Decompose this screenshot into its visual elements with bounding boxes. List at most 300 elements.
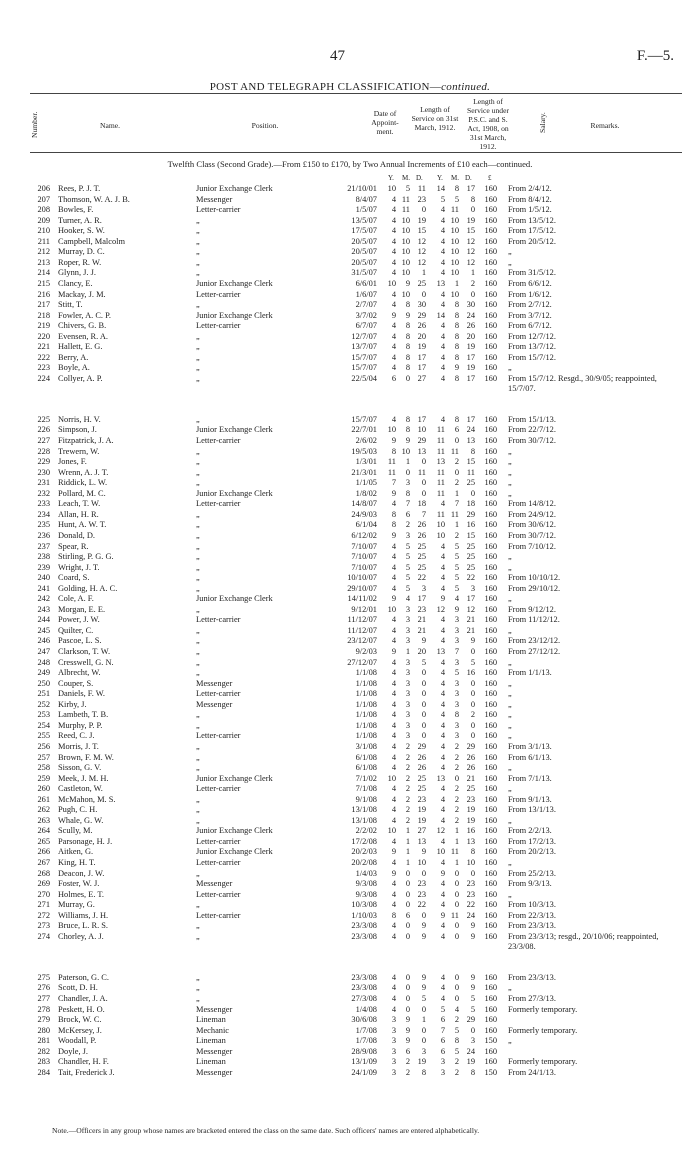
- row-length-years: 4: [391, 931, 396, 941]
- row-position: „: [196, 562, 200, 572]
- row-length-years: 3: [391, 1025, 396, 1035]
- row-length-days: 7: [421, 509, 426, 519]
- row-length-days: 12: [417, 236, 426, 246]
- row-remarks: From 23/3/13.: [508, 921, 556, 931]
- row-psc-years: 4: [440, 268, 445, 278]
- row-date: 14/8/07: [351, 499, 377, 509]
- row-length-days: 11: [417, 184, 426, 193]
- row-psc-days: 25: [466, 562, 475, 572]
- row-number: 218: [37, 310, 50, 320]
- row-date: 2/2/02: [355, 826, 377, 836]
- row-remarks: From 23/3/13.: [508, 972, 556, 982]
- row-length-months: 0: [405, 889, 410, 899]
- row-remarks: „: [508, 488, 512, 498]
- row-psc-years: 4: [440, 226, 445, 236]
- row-name: Rees, P. J. T.: [58, 184, 101, 193]
- row-psc-days: 18: [466, 499, 475, 509]
- table-row: [0, 311, 700, 322]
- row-length-days: 17: [417, 414, 426, 424]
- row-length-years: 4: [391, 720, 396, 730]
- row-length-years: 4: [391, 226, 396, 236]
- row-length-months: 8: [405, 414, 410, 424]
- row-position: „: [196, 900, 200, 910]
- row-date: 20/2/08: [351, 858, 377, 867]
- row-number: 250: [37, 678, 50, 688]
- table-row: [0, 1036, 700, 1047]
- row-name: Kirby, J.: [58, 699, 87, 709]
- row-psc-days: 17: [466, 184, 475, 193]
- row-salary: 150: [484, 1067, 497, 1077]
- table-row: [0, 332, 700, 343]
- row-number: 241: [37, 583, 50, 593]
- row-length-months: 3: [405, 604, 410, 614]
- row-salary: 160: [484, 520, 497, 530]
- row-date: 7/10/07: [351, 552, 377, 562]
- row-psc-years: 4: [440, 983, 445, 993]
- row-date: 23/3/08: [351, 921, 377, 931]
- row-psc-years: 13: [436, 647, 445, 656]
- row-number: 282: [37, 1046, 50, 1056]
- row-number: 226: [37, 425, 50, 435]
- row-position: „: [196, 993, 200, 1003]
- row-remarks: „: [508, 625, 512, 635]
- row-position: Letter-carrier: [196, 499, 241, 509]
- row-psc-months: 2: [454, 794, 459, 804]
- row-name: Foster, W. J.: [58, 879, 100, 889]
- row-number: 253: [37, 710, 50, 720]
- row-psc-days: 11: [466, 467, 475, 477]
- row-length-days: 23: [417, 194, 426, 204]
- row-psc-days: 8: [470, 847, 475, 857]
- unit-m1: M.: [402, 174, 410, 182]
- row-remarks: „: [508, 247, 512, 257]
- row-position: „: [196, 530, 200, 540]
- row-remarks: From 23/3/13; resgd., 20/10/06; reappointed, 23/3/08.: [508, 931, 659, 952]
- row-length-years: 9: [391, 310, 396, 320]
- row-date: 1/4/03: [355, 868, 377, 878]
- row-date: 24/1/09: [351, 1067, 377, 1077]
- row-length-days: 5: [421, 993, 426, 1003]
- row-name: Chivers, G. B.: [58, 321, 107, 331]
- row-length-months: 3: [405, 678, 410, 688]
- row-length-months: 0: [405, 972, 410, 982]
- row-psc-months: 5: [454, 194, 459, 204]
- row-name: Reed, C. J.: [58, 731, 95, 741]
- row-psc-years: 4: [440, 731, 445, 741]
- table-row: [0, 584, 700, 595]
- row-length-months: 2: [405, 805, 410, 815]
- row-position: Letter-carrier: [196, 205, 241, 215]
- row-psc-days: 17: [466, 373, 475, 383]
- row-number: 271: [37, 900, 50, 910]
- row-number: 245: [37, 625, 50, 635]
- header-length-psc: Length of Service under P.S.C. and S. Act, 1908, on 31st March, 1912.: [467, 97, 509, 151]
- row-salary: 160: [484, 363, 497, 373]
- row-psc-days: 0: [470, 289, 475, 299]
- row-number: 220: [37, 331, 50, 341]
- row-name: Holmes, E. T.: [58, 889, 104, 899]
- row-psc-months: 2: [454, 1015, 459, 1025]
- row-length-years: 8: [391, 446, 396, 456]
- row-psc-months: 2: [454, 805, 459, 815]
- row-number: 258: [37, 763, 50, 773]
- row-psc-days: 30: [466, 300, 475, 310]
- row-psc-months: 0: [454, 993, 459, 1003]
- row-length-months: 3: [405, 657, 410, 667]
- header-salary: Salary.: [538, 112, 547, 134]
- row-length-years: 9: [391, 436, 396, 445]
- row-psc-years: 4: [440, 972, 445, 982]
- row-remarks: Formerly temporary.: [508, 1057, 578, 1067]
- row-date: 20/5/07: [351, 236, 377, 246]
- row-psc-days: 0: [470, 868, 475, 878]
- header-position: Position.: [251, 121, 279, 130]
- row-date: 20/5/07: [351, 257, 377, 267]
- table-row: [0, 300, 700, 311]
- row-date: 13/5/07: [351, 215, 377, 225]
- row-length-months: 10: [401, 268, 410, 278]
- row-remarks: From 27/3/13.: [508, 993, 556, 1003]
- row-length-months: 8: [405, 352, 410, 362]
- row-psc-days: 8: [470, 194, 475, 204]
- row-number: 266: [37, 847, 50, 857]
- row-length-months: 2: [405, 1067, 410, 1077]
- row-length-years: 7: [391, 478, 396, 488]
- row-remarks: From 24/1/13.: [508, 1067, 556, 1077]
- table-row: [0, 290, 700, 301]
- row-date: 15/7/07: [351, 363, 377, 373]
- header-remarks: Remarks.: [590, 121, 620, 130]
- row-psc-days: 25: [466, 541, 475, 551]
- row-length-years: 9: [391, 488, 396, 498]
- page-reference: F.—5.: [636, 48, 674, 64]
- row-length-days: 0: [421, 689, 426, 699]
- row-psc-months: 8: [454, 321, 459, 331]
- row-psc-years: 4: [440, 625, 445, 635]
- row-date: 6/6/01: [355, 278, 377, 288]
- row-date: 21/10/01: [347, 184, 377, 193]
- row-salary: 160: [484, 1025, 497, 1035]
- row-salary: 160: [484, 879, 497, 889]
- row-psc-days: 0: [470, 689, 475, 699]
- row-psc-months: 8: [454, 300, 459, 310]
- row-psc-years: 4: [440, 636, 445, 646]
- table-row: [0, 1068, 700, 1079]
- row-position: Messenger: [196, 1004, 233, 1014]
- row-number: 243: [37, 604, 50, 614]
- row-length-days: 23: [417, 889, 426, 899]
- row-psc-months: 3: [454, 636, 459, 646]
- row-psc-days: 21: [466, 625, 475, 635]
- table-row: [0, 353, 700, 364]
- row-psc-months: 5: [454, 668, 459, 678]
- row-number: 267: [37, 858, 50, 867]
- row-position: Messenger: [196, 1067, 233, 1077]
- row-date: 24/9/03: [351, 509, 377, 519]
- row-length-months: 1: [405, 858, 410, 867]
- row-length-days: 0: [421, 478, 426, 488]
- unit-pound: £: [488, 174, 492, 182]
- row-salary: 160: [484, 900, 497, 910]
- row-number: 224: [37, 373, 50, 383]
- row-salary: 160: [484, 1057, 497, 1067]
- row-position: „: [196, 446, 200, 456]
- row-remarks: „: [508, 457, 512, 467]
- row-name: Trewern, W.: [58, 446, 100, 456]
- row-length-days: 12: [417, 247, 426, 257]
- row-date: 1/7/08: [355, 1036, 377, 1046]
- table-row: [0, 647, 700, 658]
- row-psc-years: 4: [440, 541, 445, 551]
- row-psc-days: 0: [470, 720, 475, 730]
- row-length-days: 9: [421, 847, 426, 857]
- row-psc-years: 4: [440, 583, 445, 593]
- row-psc-days: 17: [466, 594, 475, 604]
- row-position: „: [196, 300, 200, 310]
- row-date: 27/12/07: [347, 657, 377, 667]
- table-row: [0, 668, 700, 679]
- row-name: Donald, D.: [58, 530, 95, 540]
- row-number: 230: [37, 467, 50, 477]
- row-name: King, H. T.: [58, 858, 96, 867]
- row-length-years: 4: [391, 236, 396, 246]
- row-psc-days: 19: [466, 363, 475, 373]
- section-title: Twelfth Class (Second Grade).—From £150 to £170, by Two Annual Increments of £10 each—continued.: [167, 159, 533, 169]
- row-psc-days: 24: [466, 910, 475, 920]
- row-length-months: 10: [401, 215, 410, 225]
- row-length-months: 3: [405, 668, 410, 678]
- row-position: „: [196, 236, 200, 246]
- row-length-days: 30: [417, 300, 426, 310]
- row-date: 1/4/08: [355, 1004, 377, 1014]
- row-salary: 160: [484, 552, 497, 562]
- row-psc-months: 9: [454, 604, 459, 614]
- row-length-days: 1: [421, 1015, 426, 1025]
- row-date: 15/7/07: [351, 352, 377, 362]
- table-row: [0, 721, 700, 732]
- row-position: Junior Exchange Clerk: [196, 847, 273, 857]
- table-row: [0, 563, 700, 574]
- row-psc-days: 0: [470, 731, 475, 741]
- row-name: Woodall, P.: [58, 1036, 97, 1046]
- row-number: 217: [37, 300, 50, 310]
- row-length-years: 4: [391, 552, 396, 562]
- table-row: [0, 457, 700, 468]
- row-psc-years: 4: [440, 215, 445, 225]
- table-row: [0, 605, 700, 616]
- row-length-years: 4: [391, 752, 396, 762]
- row-position: Junior Exchange Clerk: [196, 184, 273, 193]
- row-date: 23/3/08: [351, 983, 377, 993]
- row-position: „: [196, 414, 200, 424]
- row-length-years: 10: [387, 826, 396, 836]
- row-length-months: 3: [405, 689, 410, 699]
- row-psc-days: 17: [466, 352, 475, 362]
- row-remarks: „: [508, 446, 512, 456]
- row-length-months: 9: [405, 1025, 410, 1035]
- row-salary: 160: [484, 647, 497, 656]
- row-psc-years: 4: [440, 205, 445, 215]
- row-length-months: 2: [405, 794, 410, 804]
- row-name: Norris, H. V.: [58, 414, 101, 424]
- row-length-days: 17: [417, 594, 426, 604]
- row-remarks: From 3/1/13.: [508, 741, 552, 751]
- row-date: 17/5/07: [351, 226, 377, 236]
- row-length-days: 0: [421, 868, 426, 878]
- row-date: 2/7/07: [355, 300, 377, 310]
- row-psc-years: 4: [440, 562, 445, 572]
- row-date: 9/3/08: [355, 879, 377, 889]
- row-length-days: 19: [417, 215, 426, 225]
- row-salary: 160: [484, 247, 497, 257]
- row-length-days: 0: [421, 699, 426, 709]
- row-salary: 160: [484, 752, 497, 762]
- row-psc-days: 15: [466, 530, 475, 540]
- row-length-years: 4: [391, 352, 396, 362]
- row-length-months: 3: [405, 625, 410, 635]
- row-number: 247: [37, 647, 50, 656]
- row-number: 280: [37, 1025, 50, 1035]
- row-name: Lambeth, T. B.: [58, 710, 109, 720]
- row-psc-months: 1: [454, 278, 459, 288]
- row-psc-months: 5: [454, 541, 459, 551]
- row-length-years: 3: [391, 1057, 396, 1067]
- header-rule-bottom: [30, 152, 682, 153]
- row-salary: 160: [484, 321, 497, 331]
- row-length-years: 10: [387, 184, 396, 193]
- row-psc-days: 0: [470, 699, 475, 709]
- row-psc-days: 5: [470, 993, 475, 1003]
- row-length-days: 0: [421, 668, 426, 678]
- row-psc-years: 4: [440, 689, 445, 699]
- row-name: Peskett, H. O.: [58, 1004, 105, 1014]
- row-psc-days: 0: [470, 678, 475, 688]
- row-position: „: [196, 741, 200, 751]
- row-number: 248: [37, 657, 50, 667]
- row-position: Lineman: [196, 1036, 226, 1046]
- row-length-years: 4: [391, 805, 396, 815]
- row-position: „: [196, 352, 200, 362]
- row-number: 223: [37, 363, 50, 373]
- table-row: [0, 520, 700, 531]
- row-length-days: 22: [417, 573, 426, 583]
- row-number: 283: [37, 1057, 50, 1067]
- row-psc-years: 4: [440, 499, 445, 509]
- row-length-days: 19: [417, 342, 426, 352]
- row-position: Lineman: [196, 1057, 226, 1067]
- row-name: Golding, H. A. C.: [58, 583, 118, 593]
- row-remarks: „: [508, 552, 512, 562]
- row-psc-years: 4: [440, 331, 445, 341]
- row-remarks: „: [508, 699, 512, 709]
- row-psc-months: 0: [454, 467, 459, 477]
- row-date: 20/2/03: [351, 847, 377, 857]
- row-position: Letter-carrier: [196, 731, 241, 741]
- row-remarks: „: [508, 478, 512, 488]
- row-name: Pollard, M. C.: [58, 488, 106, 498]
- row-number: 239: [37, 562, 50, 572]
- row-length-months: 8: [405, 488, 410, 498]
- row-date: 3/1/08: [355, 741, 377, 751]
- row-date: 19/5/03: [351, 446, 377, 456]
- table-row: [0, 679, 700, 690]
- row-salary: 160: [484, 289, 497, 299]
- row-position: „: [196, 636, 200, 646]
- row-psc-years: 4: [440, 710, 445, 720]
- row-name: Hooker, S. W.: [58, 226, 105, 236]
- row-psc-years: 4: [440, 342, 445, 352]
- row-length-months: 2: [405, 752, 410, 762]
- row-salary: 160: [484, 689, 497, 699]
- row-length-days: 29: [417, 310, 426, 320]
- row-psc-days: 22: [466, 573, 475, 583]
- row-psc-years: 6: [440, 1015, 445, 1025]
- row-psc-months: 0: [454, 931, 459, 941]
- row-psc-days: 10: [466, 858, 475, 867]
- row-psc-months: 0: [454, 879, 459, 889]
- row-length-years: 4: [391, 763, 396, 773]
- table-row: [0, 1005, 700, 1016]
- row-length-months: 3: [405, 731, 410, 741]
- row-psc-years: 5: [440, 1004, 445, 1014]
- row-name: Turner, A. R.: [58, 215, 102, 225]
- row-position: Letter-carrier: [196, 889, 241, 899]
- row-psc-years: 4: [440, 794, 445, 804]
- row-length-days: 25: [417, 541, 426, 551]
- row-length-years: 4: [391, 205, 396, 215]
- row-position: „: [196, 815, 200, 825]
- row-salary: 160: [484, 467, 497, 477]
- unit-y1: Y.: [388, 174, 394, 182]
- row-name: Meek, J. M. H.: [58, 773, 109, 783]
- page-title: [0, 81, 700, 93]
- row-salary: 160: [484, 541, 497, 551]
- row-salary: 160: [484, 615, 497, 625]
- row-length-days: 0: [421, 457, 426, 467]
- row-number: 213: [37, 257, 50, 267]
- row-number: 209: [37, 215, 50, 225]
- row-length-years: 4: [391, 321, 396, 331]
- row-remarks: From 9/12/12.: [508, 604, 556, 614]
- row-length-months: 0: [405, 931, 410, 941]
- row-position: Messenger: [196, 1046, 233, 1056]
- row-length-months: 11: [401, 205, 410, 215]
- table-row: [0, 911, 700, 922]
- row-length-months: 0: [405, 373, 410, 383]
- row-name: Murray, D. C.: [58, 247, 105, 257]
- row-psc-days: 23: [466, 889, 475, 899]
- row-length-days: 9: [421, 921, 426, 931]
- row-salary: 160: [484, 910, 497, 920]
- table-row: [0, 363, 700, 374]
- row-psc-months: 10: [450, 226, 459, 236]
- row-psc-years: 13: [436, 773, 445, 783]
- row-number: 251: [37, 689, 50, 699]
- row-number: 269: [37, 879, 50, 889]
- row-length-days: 0: [421, 678, 426, 688]
- row-position: Letter-carrier: [196, 858, 241, 867]
- row-position: „: [196, 763, 200, 773]
- row-salary: 160: [484, 425, 497, 435]
- row-number: 260: [37, 784, 50, 794]
- row-length-years: 4: [391, 268, 396, 278]
- row-number: 216: [37, 289, 50, 299]
- row-psc-months: 1: [454, 826, 459, 836]
- row-psc-years: 4: [440, 921, 445, 931]
- row-length-years: 3: [391, 1036, 396, 1046]
- row-length-days: 8: [421, 1067, 426, 1077]
- row-position: „: [196, 931, 200, 941]
